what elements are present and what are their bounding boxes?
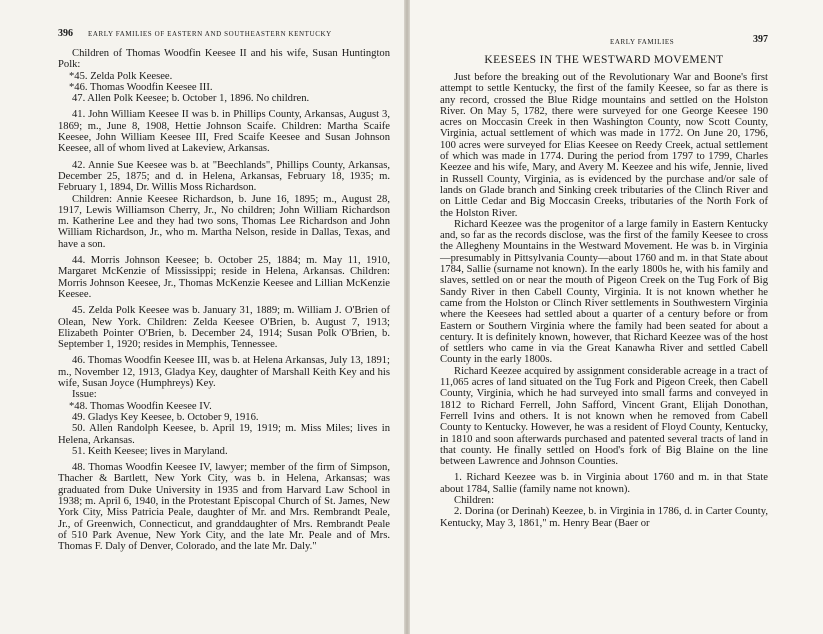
- right-running-head-text: EARLY FAMILIES: [610, 38, 675, 46]
- left-page-number: 396: [58, 28, 73, 39]
- chapter-title: KEESEES IN THE WESTWARD MOVEMENT: [484, 54, 724, 66]
- paragraph: 2. Dorina (or Derinah) Keezee, b. in Virginia in 1786, d. in Carter County, Kentucky, May 3, 1861," m. Henry Bear (Baer or: [440, 506, 768, 529]
- list-item: *45. Zelda Polk Keesee.: [69, 70, 173, 82]
- list-item: 50. Allen Randolph Keesee, b. April 19, 1919; m. Miss Miles; lives in Helena, Arkansas.: [58, 423, 390, 446]
- paragraph: Children of Thomas Woodfin Keesee II and his wife, Susan Huntington Polk:: [58, 48, 390, 71]
- right-running-head: [440, 34, 768, 48]
- right-page: [410, 0, 823, 634]
- list-item: *48. Thomas Woodfin Keesee IV.: [69, 400, 212, 412]
- list-item: *46. Thomas Woodfin Keesee III.: [69, 81, 213, 93]
- paragraph: 1. Richard Keezee was b. in Virginia about 1760 and m. in that State about 1784, Sallie (family name not known).: [440, 472, 768, 495]
- paragraph: 44. Morris Johnson Keesee; b. October 25, 1884; m. May 11, 1910, Margaret McKenzie of Mississippi; reside in Helena, Arkansas. Children: Morris Johnson Keesee, Jr., Thomas McKenzie Keesee and Lillian McKenzie Keesee.: [58, 255, 390, 300]
- list-item: 47. Allen Polk Keesee; b. October 1, 1896. No children.: [72, 93, 310, 105]
- paragraph: Children:: [454, 494, 495, 506]
- right-body: [440, 72, 768, 529]
- paragraph: 41. John William Keesee II was b. in Phillips County, Arkansas, August 3, 1869; m., June 8, 1908, Hettie Johnson Scaife. Children: Martha Scaife Keesee, John William Keesee III, Fred Scaife Keesee and Susan Johnson Keesee, all of whom lived at Lakeview, Arkansas.: [58, 109, 390, 155]
- list-item: 49. Gladys Key Keesee, b. October 9, 1916.: [72, 411, 259, 423]
- left-body: [58, 48, 390, 552]
- paragraph: 42. Annie Sue Keesee was b. at "Beechlands", Phillips County, Arkansas, December 25, 1875; and d. in Helena, Arkansas, February 18, 1935; m. February 1, 1894, Dr. Willis Moss Richardson.: [58, 159, 390, 194]
- paragraph: Richard Keezee acquired by assignment considerable acreage in a tract of 11,065 acres of land situated on the Tug Fork and Pigeon Creek, then Cabell County, Virginia, which he had surveyed into small farms and conveyed in 1812 to Richard Ferrell, John Safford, Vincent Grant, Elijah Donothan, Ferrell Ivins and others. It is not known when he removed from Cabell County to Kentucky. However, he was a resident of Floyd County, Kentucky, in 1810 and soon afterwards purchased and patented several tracts of land in that county. He finally settled on Hood's fork of Big Blaine on the line between Lawrence and Johnson Counties.: [440, 365, 768, 468]
- paragraph: Children: Annie Keesee Richardson, b. June 16, 1895; m., August 28, 1917, Lewis Williamson Cherry, Jr., No children; John William Richardson m. Katherine Lee and they had two sons, Thomas Lee Richardson and John William Richardson, Jr., who m. Martha Nelson, reside in Dallas, Texas, and have a son.: [58, 193, 390, 250]
- paragraph: 48. Thomas Woodfin Keesee IV, lawyer; member of the firm of Simpson, Thacher & Bartlett, New York City, was b. in Helena, Arkansas; was graduated from Duke University in 1935 and from Harvard Law School in 1938; m. April 6, 1940, in the Protestant Episcopal Church of St. James, New York City, Miss Patricia Peale, daughter of Mr. and Mrs. Rembrandt Peale, Jr., of Greenwich, Connecticut, and granddaughter of Mrs. Rembrandt Peale of 510 Park Avenue, New York City, and the late Mr. Peale and of Mrs. Thomas F. Daly of Denver, Colorado, and the late Mr. Daly.": [58, 462, 390, 553]
- right-page-number: 397: [753, 34, 768, 45]
- left-running-head-text: EARLY FAMILIES OF EASTERN AND SOUTHEASTERN KENTUCKY: [88, 30, 332, 38]
- paragraph: Issue:: [72, 389, 97, 401]
- left-page: [0, 0, 404, 634]
- paragraph: 46. Thomas Woodfin Keesee III, was b. at Helena Arkansas, July 13, 1891; m., November 12, 1913, Gladya Key, daughter of Marshall Keith Key and his wife, Susan Joyce (Humphreys) Key.: [58, 355, 390, 390]
- paragraph: Richard Keezee was the progenitor of a large family in Eastern Kentucky and, so far as the records disclose, was the first of the family Keesee to cross the Allegheny Mountains in the Westward Movement. He was b. in Virginia—presumably in Pittsylvania County—about 1760 and m. in that State about 1784, Sallie (surname not known). In the early 1800s he, with his family and slaves, settled on or near the mouth of Pigeon Creek on the Tug Fork of Big Sandy River in then Cabell County, Virginia. It is not known whether he came from the Holston or Clinch River settlements in Southwestern Virginia where the Keesees had settled about a quarter of a century before or from Eastern or Southern Virginia where the family had been seated for about a century. It is definitely known, however, that Richard Keezee was of the host of settlers who came in via the Great Kanawha River and settled Cabell County in the early 1800s.: [440, 218, 768, 366]
- paragraph: 45. Zelda Polk Keesee was b. January 31, 1889; m. William J. O'Brien of Olean, New York. Children: Zelda Keesee O'Brien, b. August 7, 1913; Elizabeth Pointer O'Brien, b. December 24, 1914; Susan Polk O'Brien, b. September 1, 1920; resides in Memphis, Tennessee.: [58, 305, 390, 351]
- left-running-head: [58, 28, 390, 42]
- paragraph: Just before the breaking out of the Revolutionary War and Boone's first attempt to settle Kentucky, the first of the family Keesee, so far as there is any record, crossed the Blue Ridge mountains and settled on the Holston River. On May 5, 1782, there were surveyed for one George Keesee 190 acres on Moccasin Creek in then Washington County, now Scott County, Virginia, actual settlement of which was made in 1772. On June 20, 1796, 100 acres were surveyed for Elias Keesee on Reedy Creek, actual settlement of which was made in 1774. During the period from 1797 to 1799, Charles Keezee and his wife, Mary, and Avery M. Keezee and his wife, Jennie, lived in Russell County, Virginia, as is evidenced by the purchase and/or sale of lands on Glade branch and Sinking creek tributaries of the Clinch River and on Little Cedar and Big Moccasin Creeks, tributaries of the North Fork of the Holston River.: [440, 72, 768, 219]
- list-item: 51. Keith Keesee; lives in Maryland.: [72, 445, 228, 457]
